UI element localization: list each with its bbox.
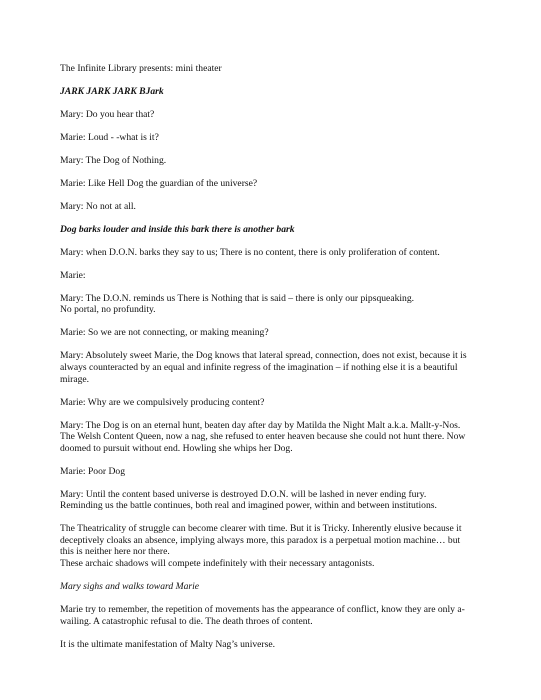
document-title: JARK JARK JARK BJark bbox=[60, 85, 164, 97]
document-page bbox=[60, 63, 492, 662]
dialogue-line bbox=[60, 523, 492, 569]
dialogue-line bbox=[60, 132, 492, 144]
dialogue-line bbox=[60, 350, 492, 385]
text-line: Marie: Like Hell Dog the guardian of the universe? bbox=[60, 177, 258, 189]
dialogue-body bbox=[60, 109, 492, 650]
dialogue-line bbox=[60, 604, 492, 627]
dialogue-line bbox=[60, 397, 492, 409]
text-line: Marie: Poor Dog bbox=[60, 465, 126, 477]
stage-direction-bark bbox=[60, 224, 492, 236]
dialogue-line bbox=[60, 639, 492, 651]
text-line: Mary: Do you hear that? bbox=[60, 108, 155, 120]
text-line: It is the ultimate manifestation of Malty Nag’s universe. bbox=[60, 638, 276, 650]
text-line: The Welsh Content Queen, now a nag, she refused to enter heaven because she could not hunt there. Now bbox=[60, 431, 466, 443]
text-line: Mary: No not at all. bbox=[60, 200, 136, 212]
text-line: Mary sighs and walks toward Marie bbox=[60, 581, 200, 593]
stage-direction bbox=[60, 581, 492, 593]
text-line: Marie: bbox=[60, 269, 86, 281]
dialogue-line bbox=[60, 178, 492, 190]
text-line: Mary: Until the content based universe is destroyed D.O.N. will be lashed in never ending fury. bbox=[60, 488, 427, 500]
dialogue-line bbox=[60, 109, 492, 121]
dialogue-line bbox=[60, 270, 492, 282]
text-line: Marie: Why are we compulsively producing content? bbox=[60, 396, 265, 408]
dialogue-line bbox=[60, 489, 492, 512]
text-line: Reminding us the battle continues, both real and imagined power, within and between institutions. bbox=[60, 500, 437, 512]
text-line: The Theatricality of struggle can become clearer with time. But it is Tricky. Inherently elusive because it bbox=[60, 523, 462, 535]
text-line: deceptively cloaks an absence, implying always more, this paradox is a perpetual motion machine… but bbox=[60, 534, 461, 546]
text-line: wailing. A catastrophic refusal to die. The death throes of content. bbox=[60, 615, 313, 627]
text-line: mirage. bbox=[60, 373, 90, 385]
text-line: Mary: The Dog of Nothing. bbox=[60, 154, 167, 166]
document-header: The Infinite Library presents: mini theater bbox=[60, 63, 222, 74]
text-line: Marie: So we are not connecting, or making meaning? bbox=[60, 327, 269, 339]
text-line: always counteracted by an equal and infinite regress of the imagination – if nothing else it is a beautiful bbox=[60, 362, 458, 373]
text-line: These archaic shadows will compete indefinitely with their necessary antagonists. bbox=[60, 558, 375, 570]
text-line: No portal, no profundity. bbox=[60, 304, 156, 316]
dialogue-line bbox=[60, 420, 492, 455]
dialogue-line bbox=[60, 327, 492, 339]
dialogue-line bbox=[60, 201, 492, 213]
dialogue-line bbox=[60, 466, 492, 478]
text-line: Dog barks louder and inside this bark there is another bark bbox=[60, 223, 295, 235]
text-line: Mary: The Dog is on an eternal hunt, beaten day after day by Matilda the Night Malt a.k.a. Mallt-y-Nos. bbox=[60, 419, 461, 431]
dialogue-line bbox=[60, 247, 492, 259]
text-line: Marie: Loud - -what is it? bbox=[60, 131, 159, 143]
text-line: Mary: The D.O.N. reminds us There is Nothing that is said – there is only our pipsqueaking. bbox=[60, 292, 415, 304]
text-line: Mary: Absolutely sweet Marie, the Dog knows that lateral spread, connection, does not exist, because it is bbox=[60, 350, 467, 362]
dialogue-line bbox=[60, 293, 492, 316]
dialogue-line bbox=[60, 155, 492, 167]
text-line: Marie try to remember, the repetition of movements has the appearance of conflict, know they are only a- bbox=[60, 604, 465, 616]
text-line: doomed to pursuit without end. Howling she whips her Dog. bbox=[60, 442, 293, 454]
text-line: Mary: when D.O.N. barks they say to us; There is no content, there is only proliferation of content. bbox=[60, 246, 440, 258]
text-line: this is neither here nor there. bbox=[60, 546, 170, 558]
